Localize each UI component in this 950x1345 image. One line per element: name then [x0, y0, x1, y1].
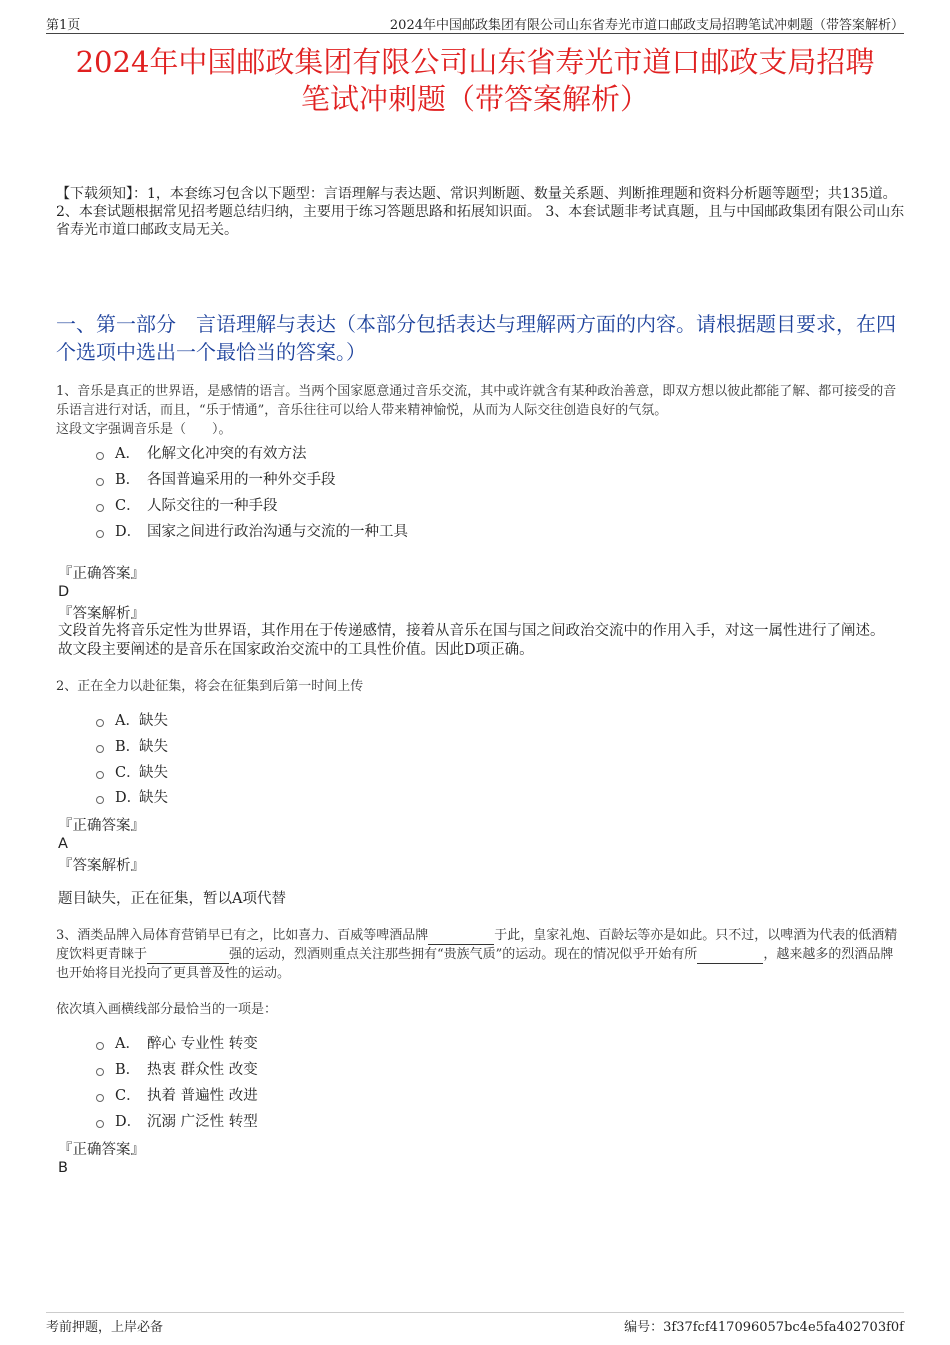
- question-1-text: [56, 382, 906, 439]
- option-letter: B．: [115, 472, 141, 488]
- q3-part-1: 3、酒类品牌入局体育营销早已有之，比如喜力、百威等啤酒品牌: [56, 928, 429, 943]
- radio-icon[interactable]: [96, 504, 104, 512]
- option-text: 化解文化冲突的有效方法: [147, 446, 307, 462]
- radio-icon[interactable]: [96, 452, 104, 460]
- q1-option-c[interactable]: [96, 494, 278, 518]
- option-letter: C．: [115, 765, 141, 781]
- option-letter: D．: [115, 1114, 142, 1130]
- radio-icon[interactable]: [96, 478, 104, 486]
- blank-3: [697, 950, 763, 964]
- radio-icon[interactable]: [96, 1042, 104, 1050]
- option-text: 缺失: [139, 790, 168, 806]
- radio-icon[interactable]: [96, 530, 104, 538]
- q2-option-d[interactable]: [96, 786, 168, 810]
- option-text: 缺失: [139, 713, 168, 729]
- q2-answer-label: 『正确答案』: [58, 818, 145, 834]
- q1-explanation: 文段首先将音乐定性为世界语，其作用在于传递感情，接着从音乐在国与国之间政治交流中的作用入手，对这一属性进行了阐述。故文段主要阐述的是音乐在国家政治交流中的工具性价值。因此D项正确。: [58, 623, 885, 658]
- page-number: 第1页: [46, 18, 81, 33]
- title-line-2: 笔试冲刺题（带答案解析）: [300, 82, 649, 116]
- q1-answer-label: 『正确答案』: [58, 566, 145, 582]
- q3-part-4: ，越来越多的烈酒品牌也开始将目光投向了更具普及性的运动。: [56, 947, 894, 981]
- question-2-text: 2、正在全力以赴征集，将会在征集到后第一时间上传: [56, 679, 364, 694]
- footer-slogan: 考前押题，上岸必备: [46, 1320, 164, 1335]
- header-divider: [46, 33, 904, 34]
- option-letter: C．: [115, 1088, 141, 1104]
- option-text: 沉溺 广泛性 转型: [147, 1114, 258, 1130]
- q3-option-d[interactable]: [96, 1110, 258, 1134]
- question-3-passage: [56, 926, 906, 983]
- q2-option-a[interactable]: [96, 709, 168, 733]
- q3-part-3: 强的运动，烈酒则重点关注那些拥有“贵族气质”的运动。现在的情况似乎开始有所: [229, 947, 698, 962]
- option-letter: B．: [115, 739, 141, 755]
- q1-answer: D: [58, 584, 70, 600]
- q1-analysis-label: 『答案解析』: [58, 606, 145, 622]
- radio-icon[interactable]: [96, 719, 104, 727]
- option-text: 缺失: [139, 765, 168, 781]
- q3-answer: B: [58, 1160, 68, 1176]
- q2-explanation: 题目缺失，正在征集，暂以A项代替: [58, 891, 286, 907]
- q1-option-a[interactable]: [96, 442, 307, 466]
- radio-icon[interactable]: [96, 1120, 104, 1128]
- option-text: 热衷 群众性 改变: [147, 1062, 258, 1078]
- header-doc-title: 2024年中国邮政集团有限公司山东省寿光市道口邮政支局招聘笔试冲刺题（带答案解析）: [389, 18, 904, 33]
- option-letter: C．: [115, 498, 141, 514]
- q2-option-c[interactable]: [96, 761, 168, 785]
- blank-2: [147, 950, 229, 964]
- option-text: 国家之间进行政治沟通与交流的一种工具: [147, 524, 408, 540]
- q2-answer: A: [58, 836, 68, 852]
- option-letter: D．: [115, 524, 142, 540]
- option-letter: D．: [115, 790, 142, 806]
- document-title: [40, 44, 910, 118]
- download-notice: 【下载须知】：1，本套练习包含以下题型：言语理解与表达题、常识判断题、数量关系题、判断推理题和资料分析题等题型；共135道。 2、本套试题根据常见招考题总结归纳，主要用于练习答题思路和拓展知识面。 3、本套试题非考试真题，且与中国邮政集团有限公司山东省寿光市道口邮政支局无关。: [56, 186, 905, 238]
- section-heading: 一、第一部分 言语理解与表达（本部分包括表达与理解两方面的内容。请根据题目要求，在四个选项中选出一个最恰当的答案。）: [56, 312, 896, 364]
- footer-divider: [46, 1312, 904, 1313]
- title-line-1: 2024年中国邮政集团有限公司山东省寿光市道口邮政支局招聘: [75, 45, 875, 79]
- radio-icon[interactable]: [96, 1094, 104, 1102]
- option-text: 醉心 专业性 转变: [147, 1036, 258, 1052]
- q3-part-2: 于此，皇家礼炮、百龄坛等亦是如此。只不过，以啤酒为代表的低酒精度饮料更青睐于: [56, 928, 898, 962]
- option-text: 人际交往的一种手段: [147, 498, 278, 514]
- footer-doc-id: 编号：3f37fcf417096057bc4e5fa402703f0f: [624, 1320, 904, 1335]
- radio-icon[interactable]: [96, 745, 104, 753]
- radio-icon[interactable]: [96, 771, 104, 779]
- option-text: 各国普遍采用的一种外交手段: [147, 472, 336, 488]
- q3-answer-label: 『正确答案』: [58, 1142, 145, 1158]
- question-1-passage: 1、音乐是真正的世界语，是感情的语言。当两个国家愿意通过音乐交流，其中或许就含有某种政治善意，即双方想以彼此都能了解、都可接受的音乐语言进行对话，而且，“乐于情通”，音乐往往可以给人带来精神愉悦，从而为人际交往创造良好的气氛。: [56, 384, 897, 418]
- option-letter: A．: [115, 713, 140, 729]
- question-1-prompt: 这段文字强调音乐是（ ）。: [56, 422, 232, 437]
- radio-icon[interactable]: [96, 796, 104, 804]
- option-text: 缺失: [139, 739, 168, 755]
- option-letter: A．: [115, 1036, 140, 1052]
- q3-option-c[interactable]: [96, 1084, 258, 1108]
- q2-analysis-label: 『答案解析』: [58, 858, 145, 874]
- q1-option-d[interactable]: [96, 520, 408, 544]
- q3-option-a[interactable]: [96, 1032, 258, 1056]
- q2-option-b[interactable]: [96, 735, 168, 759]
- blank-1: [428, 931, 494, 945]
- q3-option-b[interactable]: [96, 1058, 258, 1082]
- question-3-prompt: 依次填入画横线部分最恰当的一项是：: [56, 1002, 278, 1017]
- q1-option-b[interactable]: [96, 468, 336, 492]
- option-text: 执着 普遍性 改进: [147, 1088, 258, 1104]
- option-letter: B．: [115, 1062, 141, 1078]
- radio-icon[interactable]: [96, 1068, 104, 1076]
- option-letter: A．: [115, 446, 140, 462]
